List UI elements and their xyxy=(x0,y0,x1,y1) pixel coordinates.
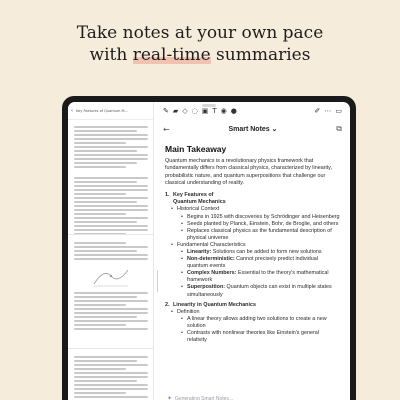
back-icon[interactable]: ‹ xyxy=(71,107,73,114)
section-heading xyxy=(165,302,340,309)
term-description: Quantum objects can exist in multiple states simultaneously xyxy=(187,284,332,298)
document-figure xyxy=(92,264,130,288)
main-takeaway-title: Main Takeaway xyxy=(165,144,227,154)
document-pane[interactable] xyxy=(68,102,154,400)
list-item: • Historical Context xyxy=(165,206,340,213)
term-description: Solutions can be added to form new solutions xyxy=(211,249,322,255)
term-label: Linearity: xyxy=(187,249,212,255)
list-item xyxy=(165,256,340,270)
list-item xyxy=(165,249,340,256)
smart-notes-pane xyxy=(155,102,350,400)
page-divider xyxy=(68,348,154,349)
chevron-down-icon: ⌄ xyxy=(271,126,278,133)
back-arrow-icon[interactable]: ← xyxy=(163,124,170,134)
term-label: Non-deterministic: xyxy=(187,256,235,263)
section-number: 2. xyxy=(165,301,170,308)
list-item xyxy=(165,270,340,284)
document-page-1 xyxy=(74,124,148,237)
sidebar-toggle-icon[interactable]: ▭ xyxy=(335,107,342,115)
record-icon[interactable]: ◉ xyxy=(220,107,227,115)
list-item: • Begins in 1925 with discoveries by Schrödinger and Heisenberg xyxy=(165,214,340,221)
highlighter-icon[interactable]: ▰ xyxy=(172,107,179,115)
generating-status xyxy=(167,395,233,400)
headline-line-1: Take notes at your own pace xyxy=(76,23,324,43)
document-page-2 xyxy=(74,240,148,332)
smart-notes-header xyxy=(155,120,350,138)
document-heading xyxy=(74,171,148,175)
section-number: 1. xyxy=(165,191,170,198)
list-item: • Fundamental Characteristics xyxy=(165,242,340,249)
document-page-3 xyxy=(74,354,148,400)
list-item: • Contrasts with nonlinear theories like Einstein's general relativity xyxy=(165,330,340,344)
section-title: Key Features of xyxy=(173,191,214,198)
tablet-device xyxy=(62,96,356,400)
summary-paragraph: Quantum mechanics is a revolutionary physics framework that fundamentally differs from classical physics, characterized by linearity, probabilistic nature, and quantum superpositions that challenge our classical understanding of reality. xyxy=(165,158,332,187)
term-label: Superposition: xyxy=(187,284,226,291)
headline-prefix: with xyxy=(89,45,133,65)
eraser-icon[interactable]: ◇ xyxy=(182,107,188,115)
tablet-screen xyxy=(68,102,350,400)
headline-suffix: summaries xyxy=(210,45,311,65)
mic-icon[interactable]: ● xyxy=(230,107,237,115)
section-heading xyxy=(165,192,340,207)
text-icon[interactable]: T xyxy=(212,107,217,115)
term-label: Complex Numbers: xyxy=(187,270,237,277)
list-item: • Definition xyxy=(165,309,340,316)
generating-status-text: Generating Smart Notes... xyxy=(175,395,234,400)
list-item: • Replaces classical physics as the fundamental description of physical universe xyxy=(165,228,340,242)
copy-icon[interactable]: ⧉ xyxy=(336,124,342,133)
term-description: Cannot precisely predict individual quantum events xyxy=(187,256,318,270)
list-item: • A linear theory allows adding two solutions to create a new solution xyxy=(165,316,340,330)
toolbar-actions xyxy=(315,107,343,115)
section-title: Linearity in Quantum Mechanics xyxy=(173,301,256,308)
toolbar-tools xyxy=(163,107,237,115)
document-toolbar xyxy=(68,102,153,120)
pen-settings-icon[interactable]: ✐ xyxy=(314,107,321,115)
lasso-icon[interactable]: ◌ xyxy=(191,107,198,115)
headline xyxy=(0,22,400,66)
headline-accent: real-time xyxy=(132,45,211,65)
pen-icon[interactable]: ✎ xyxy=(163,107,169,115)
more-icon[interactable]: ⋯ xyxy=(324,107,332,115)
page-divider xyxy=(68,234,154,235)
term-description: Essential to the theory's mathematical framework xyxy=(187,270,329,284)
sparkle-icon: ✦ xyxy=(167,396,173,400)
list-item xyxy=(165,284,340,298)
document-title[interactable]: Key Features of Quantum M... xyxy=(76,108,128,113)
list-item: • Seeds planted by Planck, Einstein, Bohr, de Broglie, and others xyxy=(165,221,340,228)
notes-toolbar xyxy=(155,102,350,120)
smart-notes-content xyxy=(155,138,350,345)
smart-notes-title[interactable] xyxy=(228,125,277,133)
image-icon[interactable]: ▣ xyxy=(201,107,209,115)
headline-line-2 xyxy=(0,44,400,66)
smart-notes-title-label: Smart Notes xyxy=(228,126,270,133)
section-subtitle: Quantum Mechanics xyxy=(173,199,226,206)
